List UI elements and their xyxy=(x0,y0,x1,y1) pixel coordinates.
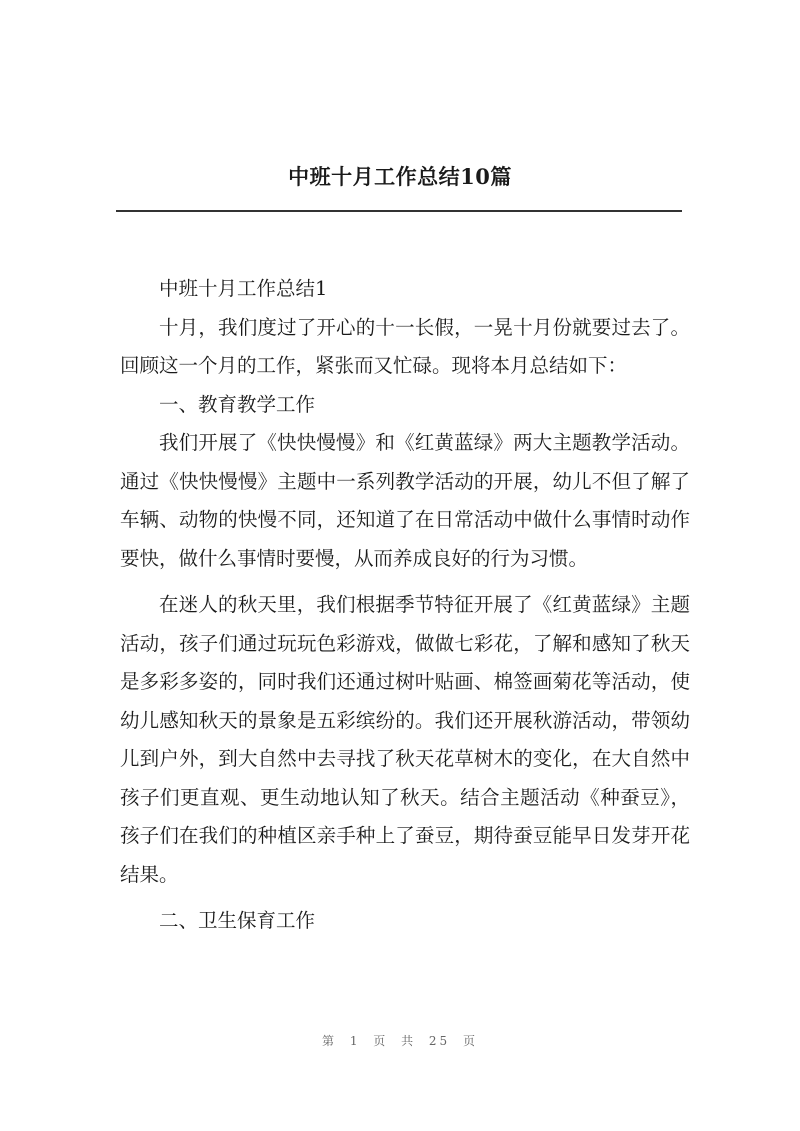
document-title: 中班十月工作总结10篇 xyxy=(288,164,512,189)
section-heading: 二、卫生保育工作 xyxy=(159,909,316,932)
document-body xyxy=(120,270,690,941)
title-divider xyxy=(116,210,682,212)
section-heading: 一、教育教学工作 xyxy=(159,392,316,416)
page-number-footer: 第 1 页 共 25 页 xyxy=(322,1034,478,1048)
paragraph: 十月，我们度过了开心的十一长假，一晃十月份就要过去了。回顾这一个月的工作，紧张而又忙碌。现将本月总结如下： xyxy=(120,315,690,377)
section-heading: 中班十月工作总结1 xyxy=(159,277,328,300)
paragraph: 我们开展了《快快慢慢》和《红黄蓝绿》两大主题教学活动。通过《快快慢慢》主题中一系列教学活动的开展，幼儿不但了解了车辆、动物的快慢不同，还知道了在日常活动中做什么事情时动作要快，做什么事情时要慢，从而养成良好的行为习惯。 xyxy=(120,431,690,570)
paragraph: 在迷人的秋天里，我们根据季节特征开展了《红黄蓝绿》主题活动，孩子们通过玩玩色彩游戏，做做七彩花，了解和感知了秋天是多彩多姿的，同时我们还通过树叶贴画、棉签画菊花等活动，使幼儿感知秋天的景象是五彩缤纷的。我们还开展秋游活动，带领幼儿到户外，到大自然中去寻找了秋天花草树木的变化，在大自然中孩子们更直观、更生动地认知了秋天。结合主题活动《种蚕豆》，孩子们在我们的种植区亲手种上了蚕豆，期待蚕豆能早日发芽开花结果。 xyxy=(120,593,690,886)
